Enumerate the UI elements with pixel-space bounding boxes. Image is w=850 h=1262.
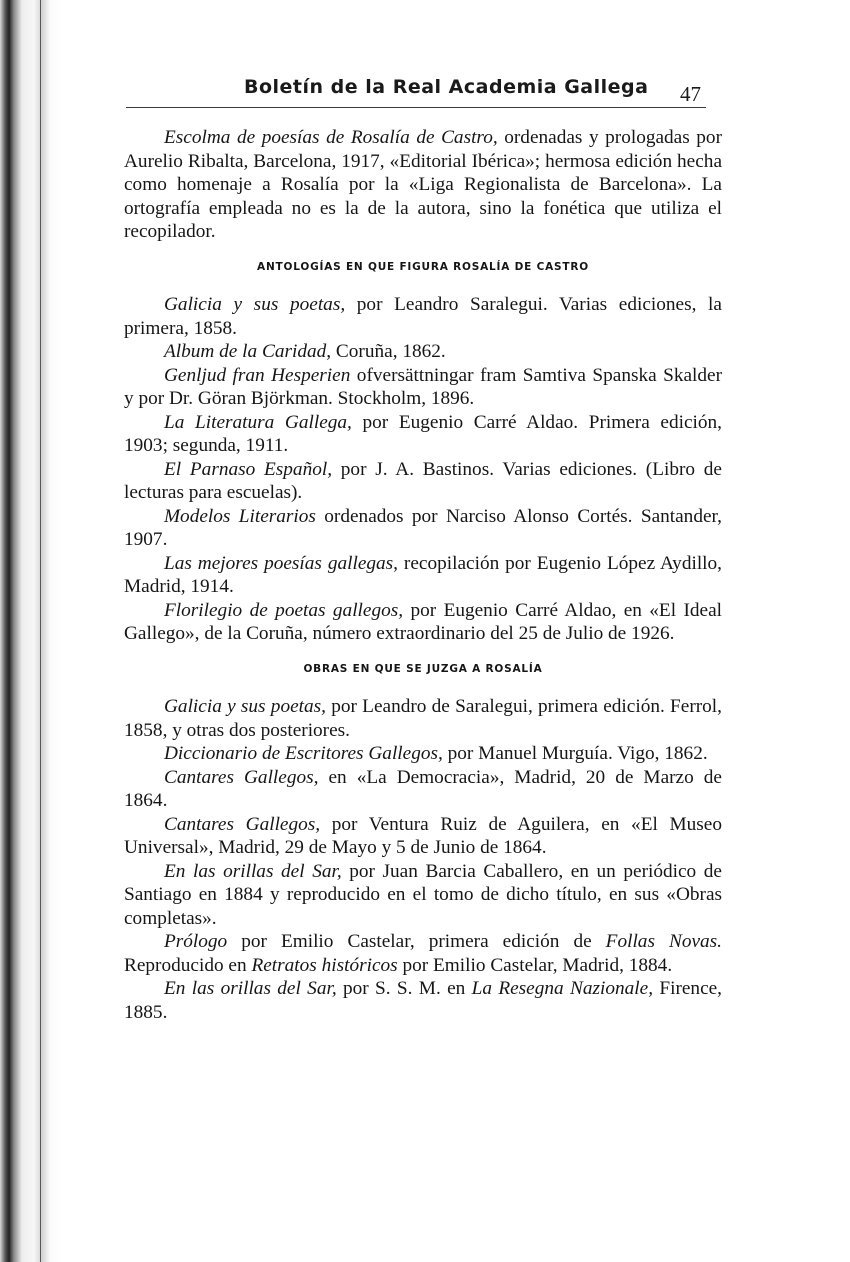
header-rule: [126, 107, 706, 108]
entry-title: La Literatura Gallega,: [164, 411, 352, 433]
entry-title: Galicia y sus poetas,: [164, 294, 346, 315]
entry-text: por Ventura Ruiz de Aguilera, en «El Museo Universal», Madrid, 29 de Mayo y 5 de Junio de 1864.: [124, 813, 722, 858]
entry-title: Genljud fran Hesperien: [164, 364, 351, 386]
entry-text: ordenados por Narciso Alonso Cortés. Santander, 1907.: [124, 505, 722, 550]
bibliography-entry: [124, 813, 722, 860]
entry-text: por Leandro de Saralegui, primera edición. Ferrol, 1858, y otras dos posteriores.: [124, 696, 722, 741]
bibliography-entry: Prólogo por Emilio Castelar, primera edición de Follas Novas. Reproducido en Retratos históricos por Emilio Castelar, Madrid, 1884.: [124, 931, 722, 976]
book-spine-shadow: [0, 0, 62, 1262]
intro-title: Escolma de poesías de Rosalía de Castro,: [164, 127, 498, 148]
bibliography-entry: [124, 860, 722, 931]
bibliography-entry: [124, 552, 722, 599]
intro-paragraph: [124, 126, 722, 244]
bibliography-entry: [124, 364, 722, 411]
page-number: 47: [680, 82, 701, 106]
criticism-list: [124, 695, 722, 930]
bibliography-entry: [124, 766, 722, 813]
intro-text: ordenadas y prologadas por Aurelio Ribalta, Barcelona, 1917, «Editorial Ibérica»; hermosa edición hecha como homenaje a Rosalía por la «Liga Regionalista de Barcelona». La ortografía empleada no es la de la autora, sino la fonética que utiliza el recopilador.: [124, 127, 722, 242]
entry-title: En las orillas del Sar,: [164, 860, 342, 882]
entry-title: Diccionario de Escritores Gallegos,: [164, 743, 443, 764]
entry-title: Modelos Literarios: [164, 505, 316, 527]
entry-title: Florilegio de poetas gallegos,: [164, 599, 404, 621]
anthologies-list: [124, 293, 722, 646]
bibliography-entry: En las orillas del Sar, por S. S. M. en La Resegna Nazionale, Firence, 1885.: [124, 978, 723, 1023]
spine-inner-line: [40, 0, 41, 1262]
entry-text: Coruña, 1862.: [331, 341, 446, 362]
entry-title: Album de la Caridad,: [164, 341, 332, 362]
entry-text: por Manuel Murguía. Vigo, 1862.: [442, 743, 708, 764]
bibliography-entry: [124, 411, 722, 458]
entry-title: Cantares Gallegos,: [164, 766, 319, 788]
bibliography-entry: [124, 695, 722, 742]
entry-text: por Eugenio Carré Aldao, en «El Ideal Gallego», de la Coruña, número extraordinario del 25 de Julio de 1926.: [124, 599, 722, 644]
bibliography-entry: [124, 458, 722, 505]
bibliography-entry: [124, 599, 722, 646]
entry-text: recopilación por Eugenio López Aydillo, Madrid, 1914.: [124, 552, 722, 597]
section-heading-criticism: OBRAS EN QUE SE JUZGA A ROSALÍA: [303, 662, 543, 675]
section-heading-anthologies: ANTOLOGÍAS EN QUE FIGURA ROSALÍA DE CASTRO: [257, 260, 589, 273]
bibliography-entry: [124, 742, 722, 766]
bibliography-entry: [124, 340, 722, 364]
entry-text: ofversättningar fram Samtiva Spanska Skalder y por Dr. Göran Björkman. Stockholm, 1896.: [124, 364, 722, 409]
spine-edge-line: [8, 0, 10, 1262]
bibliography-entry: [124, 505, 722, 552]
running-head: Boletín de la Real Academia Gallega: [244, 76, 649, 98]
entry-text: por Leandro Saralegui. Varias ediciones, la primera, 1858.: [124, 294, 722, 339]
bibliography-entry: [124, 293, 722, 340]
entry-text: por Juan Barcia Caballero, en un periódico de Santiago en 1884 y reproducido en el tomo de dicho título, en sus «Obras completas».: [124, 860, 722, 929]
entry-title: El Parnaso Español,: [164, 458, 333, 480]
entry-text: en «La Democracia», Madrid, 20 de Marzo de 1864.: [124, 766, 722, 811]
entry-text: por J. A. Bastinos. Varias ediciones. (Libro de lecturas para escuelas).: [124, 458, 722, 503]
page-body: [124, 126, 722, 1024]
entry-title: Cantares Gallegos,: [164, 813, 321, 835]
entry-title: Galicia y sus poetas,: [164, 696, 326, 717]
entry-text: por Eugenio Carré Aldao. Primera edición, 1903; segunda, 1911.: [124, 411, 722, 456]
entry-title: Las mejores poesías gallegas,: [164, 552, 398, 574]
